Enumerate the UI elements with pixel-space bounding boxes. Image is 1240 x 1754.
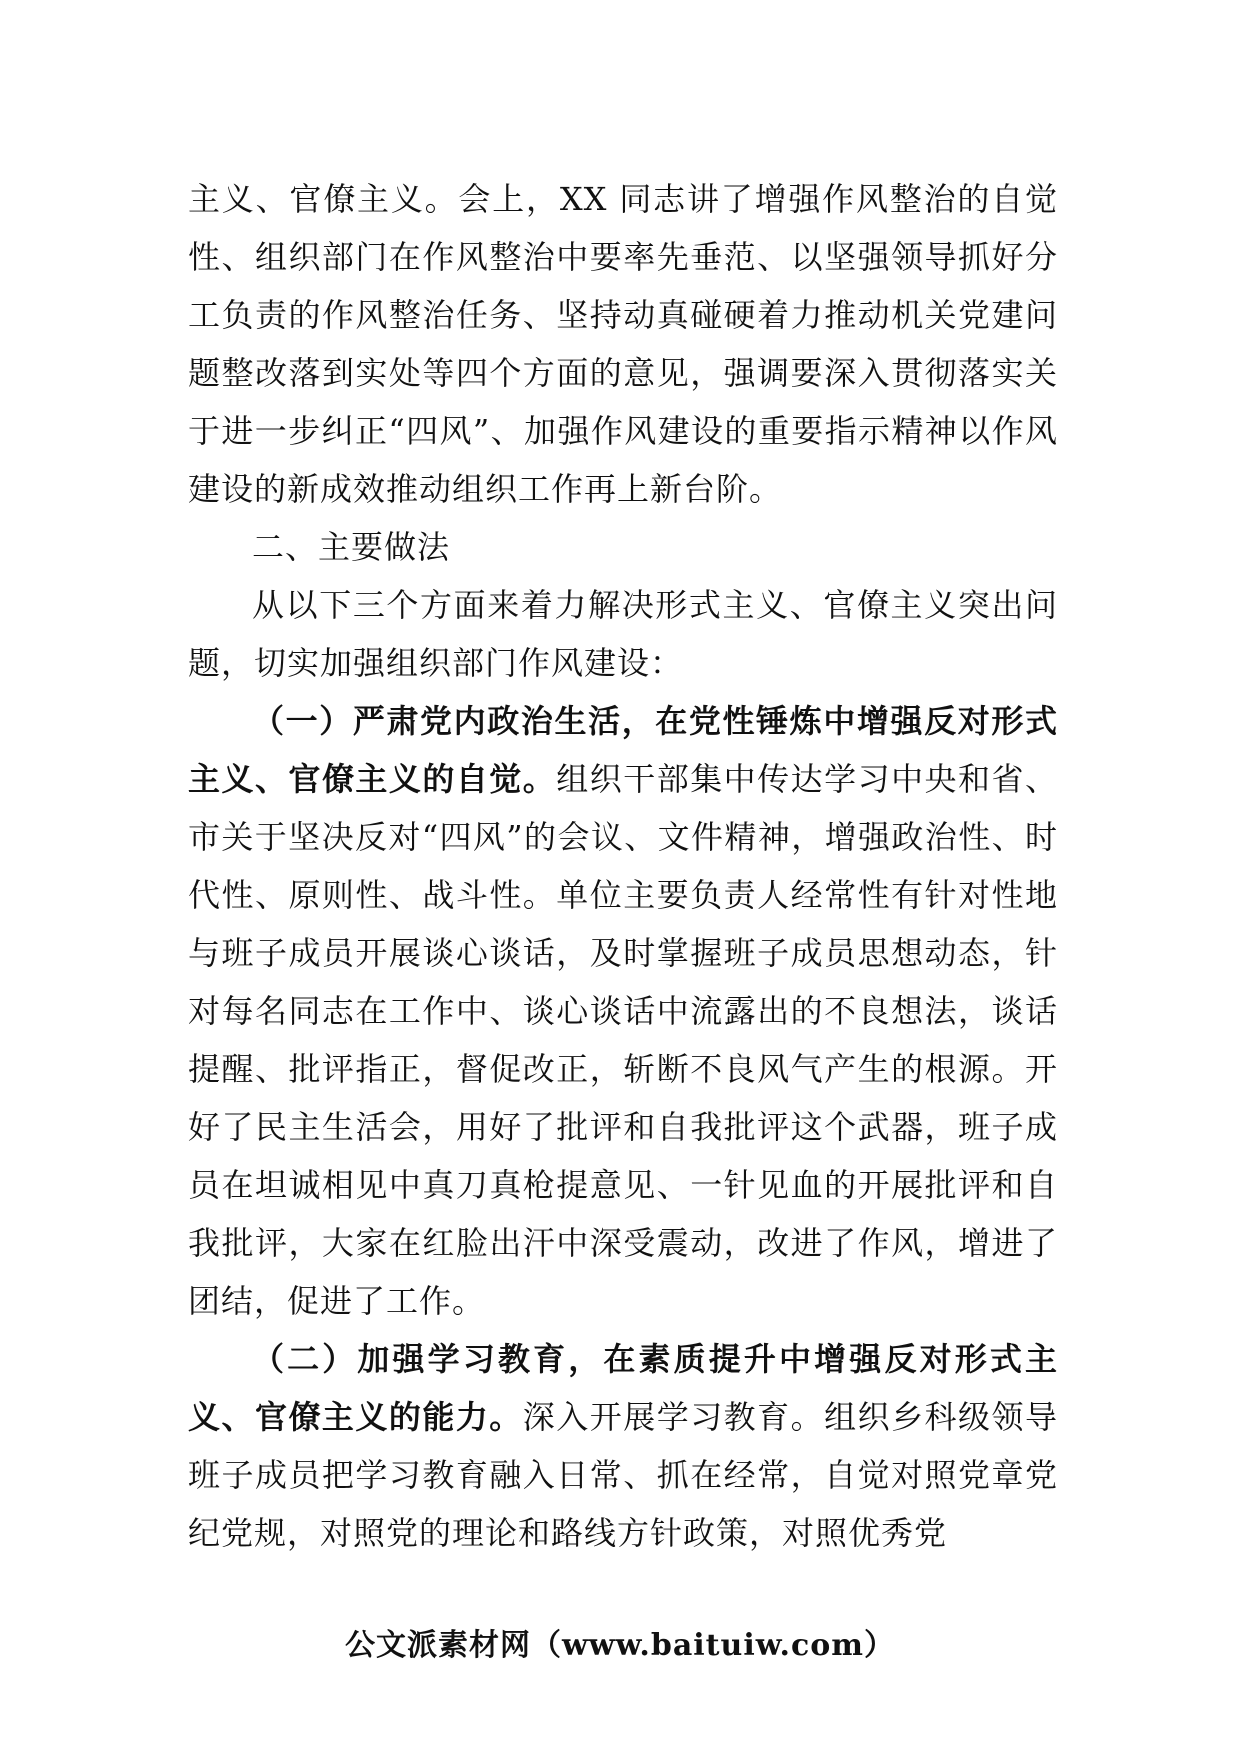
paragraph-lead-bold: （二）加强学习教育，在素质提升中增强反对形式主义、官僚主义的能力。: [188, 1340, 1058, 1436]
document-body: [188, 170, 1058, 1562]
paragraph-lead-bold: （一）严肃党内政治生活，在党性锤炼中增强反对形式主义、官僚主义的自觉。: [188, 702, 1058, 798]
section-heading: [188, 518, 1058, 576]
footer-text: 公文派素材网（www.baituiw.com）: [344, 1628, 896, 1663]
paragraph-text: 深入开展学习教育。组织乡科级领导班子成员把学习教育融入日常、抓在经常，自觉对照党章党纪党规，对照党的理论和路线方针政策，对照优秀党: [188, 1398, 1058, 1552]
paragraph-continued: [188, 170, 1058, 518]
paragraph-item-2: [188, 1330, 1058, 1562]
section-heading-text: 二、主要做法: [252, 528, 451, 566]
page-footer: [0, 1620, 1240, 1664]
paragraph-text: 主义、官僚主义。会上，XX 同志讲了增强作风整治的自觉性、组织部门在作风整治中要率先垂范、以坚强领导抓好分工负责的作风整治任务、坚持动真碰硬着力推动机关党建问题整改落到实处等四个方面的意见，强调要深入贯彻落实关于进一步纠正“四风”、加强作风建设的重要指示精神以作风建设的新成效推动组织工作再上新台阶。: [188, 180, 1058, 508]
paragraph-item-1: [188, 692, 1058, 1330]
paragraph-text: 组织干部集中传达学习中央和省、市关于坚决反对“四风”的会议、文件精神，增强政治性、时代性、原则性、战斗性。单位主要负责人经常性有针对性地与班子成员开展谈心谈话，及时掌握班子成员思想动态，针对每名同志在工作中、谈心谈话中流露出的不良想法，谈话提醒、批评指正，督促改正，斩断不良风气产生的根源。开好了民主生活会，用好了批评和自我批评这个武器，班子成员在坦诚相见中真刀真枪提意见、一针见血的开展批评和自我批评，大家在红脸出汗中深受震动，改进了作风，增进了团结，促进了工作。: [188, 760, 1058, 1320]
paragraph-text: 从以下三个方面来着力解决形式主义、官僚主义突出问题，切实加强组织部门作风建设：: [188, 586, 1058, 682]
paragraph-intro: [188, 576, 1058, 692]
